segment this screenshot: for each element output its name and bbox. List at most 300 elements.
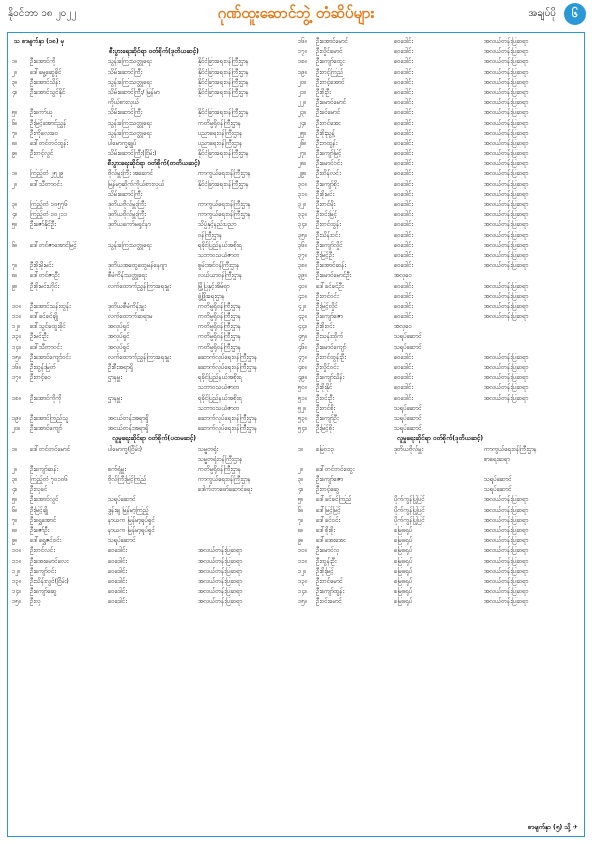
list-row (12, 169, 296, 179)
row-number: ၈။ (12, 139, 18, 147)
position: အလုပ်ရှင် (108, 343, 130, 351)
list-row (12, 577, 296, 587)
list-row (298, 98, 582, 108)
person-name: ဦးကျော်ထွန်း (316, 588, 345, 596)
row-number: ၉။ (12, 537, 18, 545)
list-row (298, 455, 582, 465)
list-row (12, 88, 296, 98)
person-name: ဒေါ်စိုးစိုး (316, 527, 335, 534)
person-name: ဦးတင်မိုး (316, 201, 336, 208)
row-number: ၂။ (12, 465, 17, 473)
list-row (298, 394, 582, 404)
position: သရုပ်ဆောင် (394, 425, 422, 433)
list-row (298, 557, 582, 567)
person-name: ဒေါ်တင်ဇာဦး (30, 272, 60, 280)
position: ဝေဒေါင်း (394, 302, 413, 310)
department: အလယ်တန်းပြဆရာ (484, 588, 529, 596)
row-number: ၂၀။ (12, 425, 21, 433)
list-row (298, 108, 582, 118)
list-row (12, 557, 296, 567)
person-name: ဦးကျော်သိန်း (316, 374, 345, 382)
row-number: ၃၄။ (298, 221, 307, 229)
person-name: ဦးသိန်းဝင်း (316, 231, 340, 239)
list-row (298, 332, 582, 342)
list-row (298, 78, 582, 88)
list-row (298, 577, 582, 587)
person-name: ဒေါ်သီတာဝင်း (30, 180, 62, 188)
list-row (298, 516, 582, 526)
list-row (298, 47, 582, 57)
person-name: ဒေါ်တင်တင်ထွေး (316, 465, 355, 473)
department: အလယ်တန်းပြဆရာ (484, 58, 529, 66)
department: အလယ်တန်းပြဆရာ (484, 567, 529, 575)
department: အလယ်တန်းပြဆရာ (484, 537, 529, 545)
row-number: ၅၀။ (298, 384, 307, 392)
row-number: ၂၅။ (298, 129, 307, 137)
department: ဆောက်လုပ်ရေးဝန်ကြီးဌာန (198, 414, 258, 422)
position: ဝေဒေါင်း (394, 313, 413, 321)
list-row (298, 597, 582, 607)
row-number: ၇။ (12, 262, 18, 270)
person-name: ဦးစိုးနိုင် (316, 384, 333, 392)
position: ဝေဒေါင်း (394, 364, 413, 371)
section-heading (298, 434, 582, 444)
list-row (298, 424, 582, 434)
position: သရုပ်ဆောင် (394, 333, 422, 341)
department: နိုင်ငံခြားရေးဝန်ကြီးဌာန (198, 109, 249, 117)
section-heading (12, 434, 296, 444)
person-name: ကြည့်တံ ၂၅၂၉ (30, 170, 64, 178)
row-number: ၁၇။ (298, 48, 307, 56)
position: အလုပ်ရှင် (108, 333, 130, 341)
list-row (12, 475, 296, 485)
department: အလယ်တန်းပြဆရာ (484, 48, 529, 56)
department: အလယ်တန်းပြဆရာ (198, 577, 243, 585)
row-number: ၅၁။ (298, 394, 307, 402)
person-name: ဦးစိုးမင်း (316, 190, 335, 198)
heading-text: လူမှုရေးဆိုင်ရာ ဝတ်စိုက်(ပထမဆင့်) (111, 435, 197, 443)
list-row (12, 495, 296, 505)
person-name: ဦးသိန်းလွင်(ငြိမ်း) (30, 577, 69, 585)
position: ဝေဒေါင်း (394, 58, 413, 66)
row-number: ၃၃။ (298, 211, 307, 219)
position: ဝေဒေါင်း (394, 374, 413, 382)
person-name: ဦးကျော်လှိုင် (316, 241, 343, 249)
row-number: ၁၄။ (12, 343, 21, 351)
list-row (298, 312, 582, 322)
row-number: ၄၁။ (298, 292, 307, 300)
section-heading (12, 159, 296, 169)
person-name: ဦးကျော်မြင့် (316, 150, 342, 158)
department: အလယ်တန်းပြဆရာ (484, 251, 529, 259)
position: လက်ထောက်ညွှန်ကြားရေးမှူး (108, 282, 171, 290)
person-name: ဒေါ်ရွှေဇင်ဝင်း (30, 537, 62, 545)
position: ဝေဒေါင်း (394, 394, 413, 402)
list-row (12, 271, 296, 281)
person-name: ဦးမောင်မောင်ဦး (316, 272, 352, 280)
department: အလယ်တန်းပြဆရာ (198, 547, 243, 555)
department: အလယ်တန်းပြဆရာ (484, 119, 529, 127)
list-row (12, 394, 296, 404)
position: သွန်းကြေးသတ္တုရေး (108, 119, 152, 127)
position: သွန်းကြေးသတ္တုရေး (108, 58, 152, 66)
person-name: ဦးတင့်အောင် (316, 78, 345, 86)
person-name: ဦးအောင်သိန်း (30, 78, 61, 86)
list-row (298, 495, 582, 505)
content-frame (7, 32, 585, 837)
position: လက်ထောက်ဆရာမ (108, 313, 153, 321)
list-row (298, 68, 582, 78)
list-row (298, 465, 582, 475)
department: ရခိုင်ပြည်နယ်အစိုးရ (198, 394, 242, 402)
position: ဝေဒေါင်း (394, 241, 413, 249)
person-name: ဦးလှခင် (30, 486, 48, 494)
position: ဝေဒေါင်း (394, 38, 413, 45)
list-row (12, 363, 296, 373)
row-number: ၆။ (12, 119, 18, 127)
position: ဝေဒေါင်း (394, 231, 413, 239)
position: အလုပ်ရှင် (108, 323, 130, 331)
row-number: ၇။ (298, 516, 304, 524)
row-number: ၁၅။ (12, 353, 21, 361)
list-row (12, 353, 296, 363)
department: အလယ်တန်းပြဆရာ (484, 129, 529, 137)
person-name: ဦးထွန်းဦး (316, 557, 337, 565)
department: လယ်ယာဝန်ကြီးဌာန (198, 272, 243, 280)
row-number: ၄၄။ (298, 323, 307, 331)
row-number: ၂၃။ (298, 109, 307, 117)
position: အငယ်တန်းအရာရှိ (108, 425, 149, 433)
department: စွမ်းအင်ဝန်ကြီးဌာန (198, 262, 240, 270)
department: အလယ်တန်းပြဆရာ (484, 38, 529, 45)
row-number: ၁။ (12, 170, 18, 178)
row-number: ၉။ (12, 282, 18, 290)
department: အလယ်တန်းပြဆရာ (484, 211, 529, 219)
position: ဝေဒေါင်း (394, 262, 413, 270)
list-row (12, 210, 296, 220)
person-name: မြေ၀၁၃ (316, 445, 335, 453)
person-name: ဦးကျော်ဆန်း (30, 465, 59, 473)
heading-text: စီးပွားရေးဆိုင်ရာ ဝတ်စိုက်(ဒုတိယဆင့်) (109, 48, 199, 56)
row-number: ၅၂။ (298, 404, 307, 412)
row-number: ၂၇။ (298, 150, 307, 158)
list-row (12, 149, 296, 159)
list-row (12, 220, 296, 230)
list-row (298, 261, 582, 271)
row-number: ၆။ (12, 506, 18, 514)
department: ရခိုင်ပြည်နယ်အစိုးရ (198, 241, 242, 249)
list-row (298, 37, 582, 47)
position: သိမ်းဆောင်ကြီး/ မြန်မာ (108, 88, 160, 96)
person-name: ဦးအောင်ကျော် (30, 425, 63, 433)
section-label: အချပ်ပို (528, 8, 556, 19)
row-number: ၃၂။ (298, 201, 307, 208)
department: ဆောက်လုပ်ရေးဝန်ကြီးဌာန (198, 353, 258, 361)
position: ဝေဒေါင်း (394, 251, 413, 259)
row-number: ၁။ (298, 445, 304, 453)
position: ဝေဒေါင်း (394, 180, 413, 188)
position: သိမ်းဆောင်ကြီး (108, 190, 143, 198)
list-row (298, 282, 582, 292)
row-number: ၂၄။ (298, 119, 307, 127)
row-number: ၃၆။ (298, 241, 307, 249)
list-row (12, 597, 296, 607)
row-number: ၂၁။ (298, 88, 307, 96)
department: အလယ်တန်းပြဆရာ (484, 78, 529, 86)
list-row (12, 424, 296, 434)
department: သဘာဝသယံဇာတ (198, 404, 240, 412)
issue-date: နိုဝင်ဘာ ၁၈ ၂၀၂၂ (8, 8, 77, 19)
department: ဆောက်လုပ်ရေးဝန်ကြီးဌာန (198, 425, 258, 433)
person-name: ကြည့်တံ ၁၀၅၇၆ (30, 201, 68, 208)
position: သရုပ်ဆောင် (394, 343, 422, 351)
person-name: ဦးကျော်ထွေး (316, 58, 345, 66)
position: ဦးစီးအရာရှိ (108, 364, 133, 371)
list-row (12, 180, 296, 190)
row-number: ၁၃။ (298, 577, 307, 585)
person-name: ဦးစိုးဝင်း (316, 323, 335, 331)
row-number: ၄၆။ (298, 343, 307, 351)
department: နိုင်ငံခြားရေးဝန်ကြီးဌာန (198, 78, 249, 86)
list-row (12, 465, 296, 475)
row-number: ၂၈။ (298, 160, 307, 168)
person-name: ဦးအောင်မောင် (316, 38, 349, 45)
person-name: ဒေါ်သွင်ထွေးခိုင် (30, 323, 66, 331)
list-row (12, 373, 296, 383)
person-name: ဦးစိုးမြင့် (316, 567, 334, 575)
department: အလယ်တန်းပြဆရာ (484, 577, 529, 585)
list-row (12, 200, 296, 210)
department: ကတိမ္ပရိုဝန်ကြီးဌာန (198, 343, 242, 351)
heading-text: လူမှုရေးဆိုင်ရာ ဝတ်စိုက်(ဒုတိယဆင့်) (396, 435, 484, 443)
department: သရုပ်ဆောင် (484, 486, 512, 494)
row-number: ၁၅။ (12, 598, 21, 606)
person-name: ဦးတင်အေး (316, 119, 341, 127)
list-row (298, 414, 582, 424)
row-number: ၃။ (298, 476, 304, 484)
list-row (298, 475, 582, 485)
person-name: ဦးဝင်းဦး (316, 394, 335, 402)
list-row (12, 567, 296, 577)
row-number: ၁၁။ (12, 313, 21, 321)
position: သိမ်းဆောင်ကြီး (108, 109, 143, 117)
position: ဝေဒေါင်း (394, 150, 413, 158)
row-number: ၇။ (12, 516, 18, 524)
department: နိုင်ငံခြားရေးဝန်ကြီးဌာန (198, 180, 249, 188)
row-number: ၄၉။ (298, 374, 307, 382)
person-name: ဦးအောင်ကြည်သူ (30, 414, 69, 422)
list-row (298, 343, 582, 353)
person-name: ဦးမောင်မောင် (316, 99, 347, 107)
department: အလယ်တန်းပြဆရာ (484, 384, 529, 392)
row-number: ၄။ (12, 88, 18, 96)
row-number: ၆။ (12, 241, 18, 249)
position: ပိုက်ကွန်ပြုပြင် (394, 506, 425, 514)
list-row (298, 241, 582, 251)
row-number: ၄၈။ (298, 364, 307, 371)
row-number: ၁၈။ (298, 58, 307, 66)
department: အလယ်တန်းပြဆရာ (484, 364, 529, 371)
list-row (12, 455, 296, 465)
row-number: ၅။ (12, 221, 18, 229)
list-row (298, 302, 582, 312)
person-name: ဦးစိုးမင်းဟိုင်း (30, 282, 60, 290)
position: ဒုတိယစီမံကိန်းမှူး (108, 302, 146, 310)
row-number: ၄၂။ (298, 302, 307, 310)
position: ဗိုလ်ကြီးမြင့်ကြည် (108, 476, 147, 484)
department: အလယ်တန်းပြဆရာ (484, 68, 529, 76)
list-row (12, 332, 296, 342)
person-name: ဦးကျော်ဦး (316, 414, 339, 422)
list-row (12, 139, 296, 149)
row-number: ၁။ (12, 58, 18, 66)
row-number: ၃။ (12, 476, 18, 484)
list-row (12, 292, 296, 302)
list-row (298, 200, 582, 210)
position: လက်ထောက်ညွှန်ကြားရေးမှူး (108, 353, 171, 361)
row-number: ၄။ (12, 211, 18, 219)
continued-note: စာမျက်နှာ (၅) သို့ ✈ (528, 824, 578, 831)
position: မြေဖရုပ် (394, 547, 413, 555)
position: မြေဖရုပ် (394, 598, 413, 606)
position: မြေဖရုပ် (394, 537, 413, 545)
list-row (298, 485, 582, 495)
position: မြန်မာ့ဆိုက်ကိုယ်စားလှယ် (108, 180, 165, 188)
department: အလယ်တန်းပြဆရာ (484, 160, 529, 168)
list-row (298, 159, 582, 169)
position: ပါမောက္ခချုပ် (108, 139, 137, 147)
person-name: ဦးအောင်ဆန်း (316, 262, 347, 270)
department: အလယ်တန်းပြဆရာ (198, 588, 243, 596)
row-number: ၁၉။ (12, 414, 21, 422)
position: သိမ်းဆောင်ကြီး (108, 68, 143, 76)
person-name: ဦးတင့်ဝေ (30, 374, 51, 382)
row-number: ၄၇။ (298, 353, 307, 361)
row-number: ၄၅။ (298, 333, 307, 341)
list-row (12, 57, 296, 67)
row-number: ၄၃။ (298, 313, 307, 321)
person-name: ဦးအောင်သန်းထွန်း (30, 302, 71, 310)
row-number: ၁၂။ (298, 567, 307, 575)
position: ဝေဒေါင်း (108, 598, 127, 606)
position: ဒုတိယဗိုလ်မှူး (394, 445, 424, 453)
department: ကာကွယ်ရေးဝန်ကြီးဌာန (198, 211, 251, 219)
department: နိုင်ငံခြားရေးဝန်ကြီးဌာန (198, 150, 249, 158)
department: နိုင်ငံခြားရေးဝန်ကြီးဌာန (198, 68, 249, 76)
person-name: ဦးစိုးညွန့် (316, 129, 335, 137)
list-row (298, 190, 582, 200)
person-name: ဒေါ်ခင်ခင်ကြည် (316, 496, 352, 504)
position: ဝေဒေါင်း (394, 160, 413, 168)
list-row (12, 383, 296, 393)
person-name: ဒေါ်သီတာဝင်း (30, 343, 62, 351)
person-name: ဦးကျော်စိုး (316, 180, 339, 188)
person-name: ဦးတင်ထွန်း (316, 221, 341, 229)
person-name: ဦးမြင့်လှိုင် (316, 302, 338, 310)
department: အလယ်တန်းပြဆရာ (484, 88, 529, 96)
position: ဒွန်းချ မြန်မာ့ကြည့် (108, 506, 149, 514)
position: ဝေဒေါင်း (394, 384, 413, 392)
position: ဝေဒေါင်း (394, 221, 413, 229)
row-number: ၁၇။ (12, 374, 21, 382)
list-row (12, 282, 296, 292)
row-number: ၂၉။ (298, 170, 307, 178)
person-name: ဦးဝင်းမောင် (316, 598, 342, 606)
department: အလယ်တန်းပြဆရာ (198, 598, 243, 606)
row-number: ၁၈။ (12, 394, 21, 402)
department: ကတိမ္ပရိုဝန်ကြီးဌာန (198, 302, 242, 310)
row-number: ၃၉။ (298, 272, 307, 280)
person-name: ဦးအောင်ကျော်ဝင်း (30, 353, 71, 361)
row-number: ၅၃။ (298, 414, 307, 422)
list-row (12, 414, 296, 424)
department: အလယ်တန်းပြဆရာ (484, 547, 529, 555)
list-row (298, 210, 582, 220)
list-row (298, 129, 582, 139)
department: အလယ်တန်းပြဆရာ (484, 353, 529, 361)
row-number: ၇။ (12, 129, 18, 137)
list-row (12, 78, 296, 88)
list-row (12, 312, 296, 322)
person-name: ဦးအောင်ကိုကို (30, 394, 62, 402)
position: ဝေဒေါင်း (394, 99, 413, 107)
row-number: ၁၄။ (298, 588, 307, 596)
list-row (298, 220, 582, 230)
row-number: ၈။ (12, 527, 18, 534)
row-number: ၁။ (12, 445, 18, 453)
person-name: ဦးတင်လင်း (30, 547, 55, 555)
row-number: ၁၄။ (12, 588, 21, 596)
list-row (12, 546, 296, 556)
row-number: ၂၂။ (298, 99, 306, 107)
position: စီမံကိန်းသတ္တုရေး (108, 272, 147, 280)
row-number: ၅၄။ (298, 425, 307, 433)
list-row (12, 404, 296, 414)
position: ဒုတိယဗိုလ်မှူးကြီး (108, 211, 146, 219)
row-number: ၁၀။ (12, 302, 21, 310)
person-name: ဦးကျော်ဆွေ (30, 588, 57, 596)
position: ဒုတိယကော်မရှင်နာ (108, 221, 151, 229)
position: ဗိုလ်မှူးကြီး အဆောင် (108, 170, 154, 178)
list-row (12, 108, 296, 118)
list-row (12, 526, 296, 536)
row-number: ၅။ (12, 496, 18, 504)
person-name: ဦးလှိုင်ဝင်း (316, 364, 339, 371)
person-name: ကြည့်တံ ၁၀၂၁၁ (30, 211, 68, 219)
person-name: ဦးစိုးမိုးမင်း (30, 262, 54, 270)
person-name: ဦးတင်စိုး (316, 404, 336, 412)
position: ဝေဒေါင်း (394, 353, 413, 361)
row-number: ၁၁။ (12, 557, 21, 565)
person-name: ဦးတင့်လွင် (30, 150, 54, 158)
person-name: ဦးရွှေအောင် (30, 516, 57, 524)
row-number: ၂။ (12, 180, 17, 188)
position: ဝေဒေါင်း (108, 547, 127, 555)
department: ဒေါက်တာဖော်ဆောင်ရေး (198, 486, 253, 494)
person-name: ဒေါ်တင်ဇာအောင်မြင့် (30, 241, 77, 249)
page-title: ဂုဏ်ထူးဆောင်ဘွဲ့ တံဆိပ်များ (217, 4, 375, 22)
person-name: ဦးကိုလေးဝေ (30, 129, 59, 137)
row-number: ၁၂။ (12, 323, 21, 331)
department: အလယ်တန်းပြဆရာ (484, 506, 529, 514)
person-name: ဦးကျော်ဇော (316, 313, 344, 321)
position: ဝေဒေါင်း (394, 190, 413, 198)
list-row (12, 485, 296, 495)
position: ဝေဒေါင်း (108, 557, 127, 565)
list-row (298, 404, 582, 414)
list-row (12, 129, 296, 139)
list-row (298, 445, 582, 455)
